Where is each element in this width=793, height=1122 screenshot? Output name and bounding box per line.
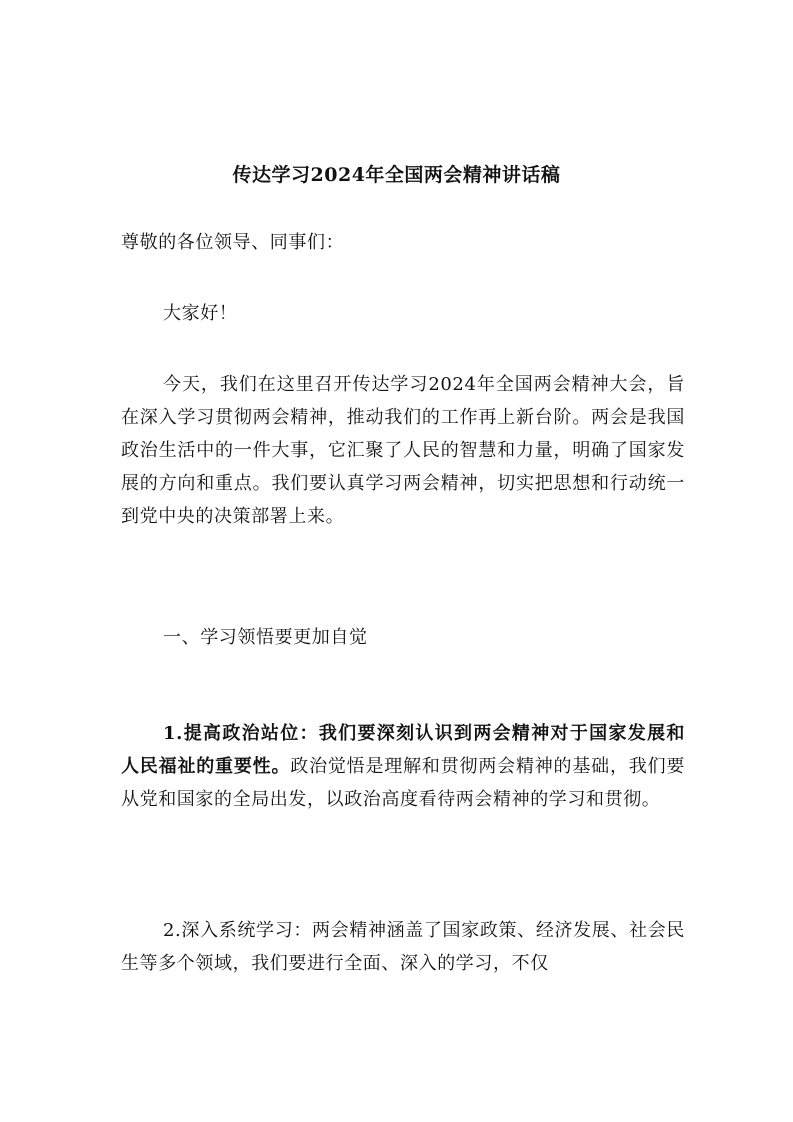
- section-heading: 一、学习领悟要更加自觉: [163, 627, 368, 648]
- intro-paragraph: 今天，我们在这里召开传达学习2024年全国两会精神大会，旨在深入学习贯彻两会精神，推动我们的工作再上新台阶。两会是我国政治生活中的一件大事，它汇聚了人民的智慧和力量，明确了国家发展的方向和重点。我们要认真学习两会精神，切实把思想和行动统一到党中央的决策部署上来。: [121, 374, 685, 527]
- item-2-paragraph: 2.深入系统学习：两会精神涵盖了国家政策、经济发展、社会民生等多个领域，我们要进行全面、深入的学习，不仅: [121, 920, 685, 974]
- document-title: 传达学习2024年全国两会精神讲话稿: [232, 164, 561, 186]
- item-1-text: 政治觉悟是理解和贯彻两会精神的基础，我们要从党和国家的全局出发，以政治高度看待两会精神的学习和贯彻。: [121, 756, 685, 810]
- item-1-bold-lead: 1.提高政治站位：我们要深刻认识到两会精神对于国家发展和人民福祉的重要性。: [121, 723, 685, 777]
- hello-line: 大家好！: [163, 303, 238, 324]
- item-1-paragraph: [121, 717, 685, 816]
- greeting-line: 尊敬的各位领导、同事们：: [121, 232, 345, 253]
